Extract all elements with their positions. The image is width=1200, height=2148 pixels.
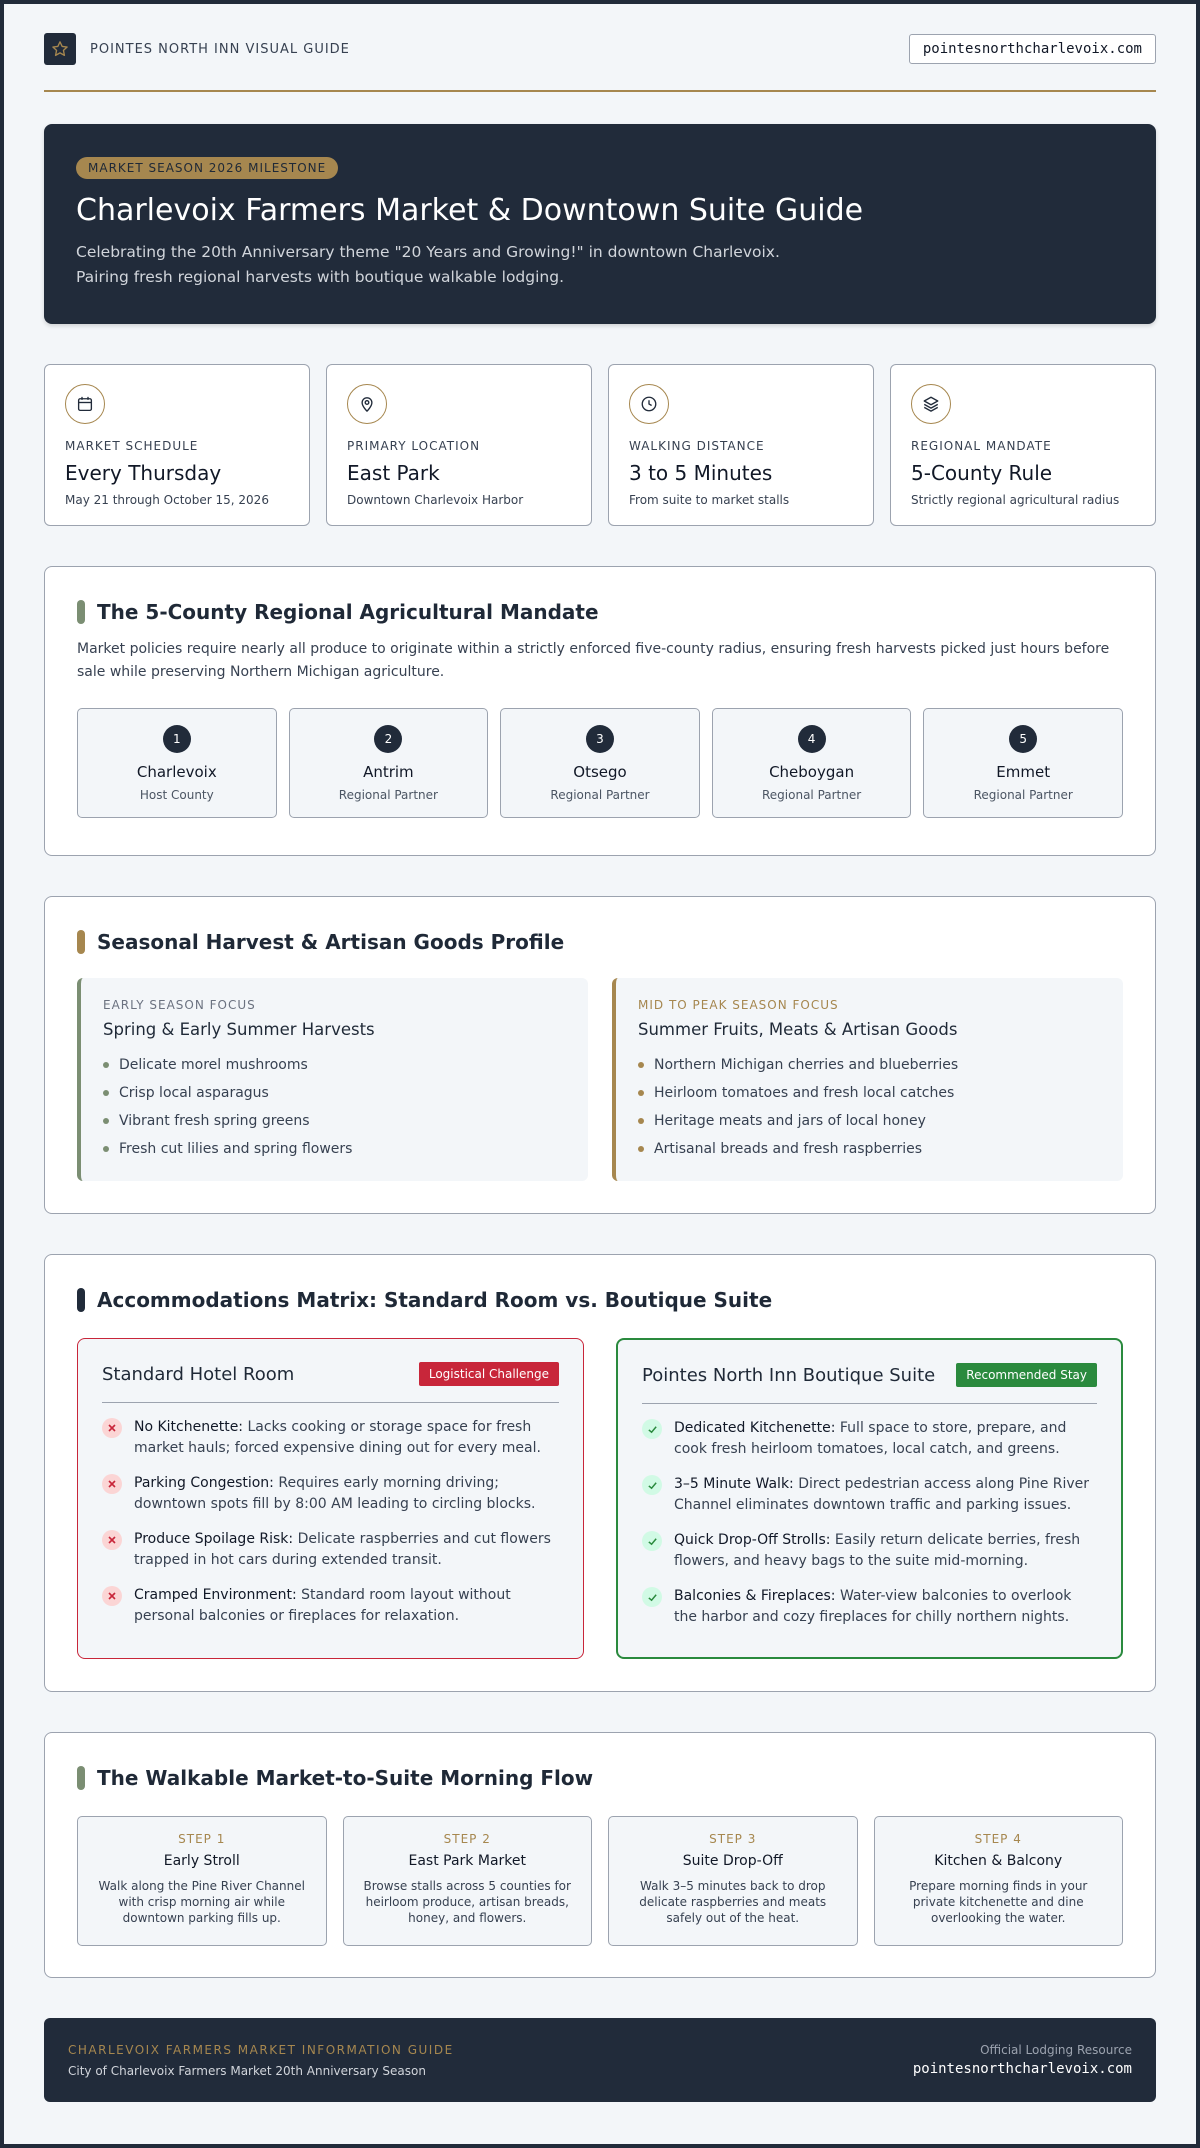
hero-line-2: Pairing fresh regional harvests with boutique walkable lodging. xyxy=(76,268,565,286)
hero-banner xyxy=(44,124,1156,324)
county-number: 5 xyxy=(1009,725,1037,753)
county-name: Otsego xyxy=(573,763,627,781)
season-columns xyxy=(77,978,1123,1181)
bullet-icon xyxy=(103,1146,109,1152)
section-title xyxy=(77,600,1123,624)
map-pin-icon xyxy=(347,384,387,424)
stat-value: 3 to 5 Minutes xyxy=(629,461,773,485)
calendar-icon xyxy=(65,384,105,424)
early-season-list xyxy=(103,1051,566,1163)
check-icon xyxy=(642,1419,662,1439)
item-term: Dedicated Kitchenette: xyxy=(674,1420,836,1436)
step-title: East Park Market xyxy=(408,1853,526,1869)
list-item xyxy=(642,1586,1097,1628)
season-title: Spring & Early Summer Harvests xyxy=(103,1020,375,1039)
brand xyxy=(44,33,350,65)
list-item xyxy=(102,1473,559,1515)
item-text xyxy=(134,1585,559,1627)
item-detail: Water-view balconies to overlook the harbor and cozy fireplaces for chilly northern nights. xyxy=(674,1588,1072,1625)
peak-season-list xyxy=(638,1051,1101,1163)
step-description: Walk 3–5 minutes back to drop delicate raspberries and meats safely out of the heat. xyxy=(639,1879,827,1925)
stat-card-walking xyxy=(608,364,874,526)
section-accent xyxy=(77,1766,85,1790)
county-name: Antrim xyxy=(363,763,414,781)
county-number: 4 xyxy=(798,725,826,753)
list-item xyxy=(103,1051,566,1079)
item-text: Delicate morel mushrooms xyxy=(119,1057,308,1073)
step-card-3 xyxy=(608,1816,858,1946)
list-item xyxy=(103,1135,566,1163)
bullet-icon xyxy=(103,1062,109,1068)
harvest-section xyxy=(44,896,1156,1214)
x-icon xyxy=(102,1418,122,1438)
item-term: Quick Drop-Off Strolls: xyxy=(674,1532,831,1548)
stat-note: From suite to market stalls xyxy=(629,493,790,507)
step-title: Suite Drop-Off xyxy=(682,1853,783,1869)
item-text xyxy=(674,1474,1097,1516)
stat-label: MARKET SCHEDULE xyxy=(65,439,199,453)
standard-room-card xyxy=(77,1338,584,1659)
check-icon xyxy=(642,1475,662,1495)
footer-left xyxy=(68,2043,454,2078)
item-text: Northern Michigan cherries and blueberries xyxy=(654,1057,959,1073)
item-text: Heirloom tomatoes and fresh local catches xyxy=(654,1085,955,1101)
milestone-badge: MARKET SEASON 2026 MILESTONE xyxy=(76,157,338,179)
county-name: Cheboygan xyxy=(769,763,855,781)
county-list xyxy=(77,708,1123,818)
layers-icon xyxy=(911,384,951,424)
flow-title: The Walkable Market-to-Suite Morning Flow xyxy=(97,1766,594,1790)
county-role: Regional Partner xyxy=(761,788,862,802)
item-text: Fresh cut lilies and spring flowers xyxy=(119,1141,353,1157)
stat-card-schedule xyxy=(44,364,310,526)
harvest-title: Seasonal Harvest & Artisan Goods Profile xyxy=(97,930,565,954)
website-link[interactable]: pointesnorthcharlevoix.com xyxy=(909,34,1156,64)
stat-card-location xyxy=(326,364,592,526)
option-title: Pointes North Inn Boutique Suite xyxy=(642,1364,936,1386)
step-card-1 xyxy=(77,1816,327,1946)
bullet-icon xyxy=(103,1118,109,1124)
list-item xyxy=(102,1417,559,1459)
item-text xyxy=(134,1417,559,1459)
page xyxy=(4,4,1196,2144)
step-number: STEP 3 xyxy=(709,1832,757,1846)
x-icon xyxy=(102,1530,122,1550)
section-accent xyxy=(77,930,85,954)
season-tag: MID TO PEAK SEASON FOCUS xyxy=(638,998,839,1012)
footer-label: Official Lodging Resource xyxy=(980,2043,1132,2057)
county-name: Emmet xyxy=(996,763,1051,781)
item-text xyxy=(134,1529,559,1571)
stats-row xyxy=(44,364,1156,526)
county-card-charlevoix xyxy=(77,708,277,818)
matrix-title: Accommodations Matrix: Standard Room vs. Boutique Suite xyxy=(97,1288,773,1312)
season-title: Summer Fruits, Meats & Artisan Goods xyxy=(638,1020,958,1039)
section-title xyxy=(77,1288,1123,1312)
county-card-emmet xyxy=(923,708,1123,818)
item-text: Vibrant fresh spring greens xyxy=(119,1113,310,1129)
county-number: 1 xyxy=(163,725,191,753)
item-text: Artisanal breads and fresh raspberries xyxy=(654,1141,923,1157)
list-item xyxy=(642,1530,1097,1572)
list-item xyxy=(638,1051,1101,1079)
season-tag: EARLY SEASON FOCUS xyxy=(103,998,256,1012)
bullet-icon xyxy=(638,1118,644,1124)
item-term: Balconies & Fireplaces: xyxy=(674,1588,836,1604)
list-item xyxy=(642,1418,1097,1460)
brand-name: POINTES NORTH INN VISUAL GUIDE xyxy=(90,41,350,57)
section-title xyxy=(77,1766,1123,1790)
stat-label: REGIONAL MANDATE xyxy=(911,439,1052,453)
list-item xyxy=(638,1135,1101,1163)
step-number: STEP 4 xyxy=(974,1832,1022,1846)
county-number: 2 xyxy=(374,725,402,753)
stat-value: Every Thursday xyxy=(65,461,222,485)
stat-note: Strictly regional agricultural radius xyxy=(911,493,1120,507)
step-title: Kitchen & Balcony xyxy=(934,1853,1063,1869)
list-item xyxy=(102,1529,559,1571)
x-icon xyxy=(102,1586,122,1606)
step-number: STEP 1 xyxy=(178,1832,226,1846)
stat-card-mandate xyxy=(890,364,1156,526)
step-number: STEP 2 xyxy=(443,1832,491,1846)
section-accent xyxy=(77,600,85,624)
recommended-badge: Recommended Stay xyxy=(956,1363,1097,1387)
item-detail: Standard room layout without personal balconies or fireplaces for relaxation. xyxy=(134,1587,511,1624)
item-text xyxy=(674,1586,1097,1628)
item-detail: Full space to store, prepare, and cook fresh heirloom tomatoes, local catch, and greens. xyxy=(674,1420,1067,1457)
step-description: Browse stalls across 5 counties for heirloom produce, artisan breads, honey, and flowers. xyxy=(363,1879,571,1925)
list-item xyxy=(638,1107,1101,1135)
county-card-otsego xyxy=(500,708,700,818)
boutique-suite-card xyxy=(616,1338,1123,1659)
option-header xyxy=(642,1363,1097,1404)
peak-season-panel xyxy=(612,978,1123,1181)
mandate-title: The 5-County Regional Agricultural Mandate xyxy=(97,600,599,624)
hero-subtitle xyxy=(76,240,1124,290)
item-text: Crisp local asparagus xyxy=(119,1085,269,1101)
bullet-icon xyxy=(638,1062,644,1068)
drawback-list xyxy=(102,1417,559,1627)
section-title xyxy=(77,930,1123,954)
page-title: Charlevoix Farmers Market & Downtown Suite Guide xyxy=(76,193,864,228)
bullet-icon xyxy=(638,1146,644,1152)
step-list xyxy=(77,1816,1123,1946)
step-description: Prepare morning finds in your private kitchenette and dine overlooking the water. xyxy=(909,1879,1088,1925)
item-detail: Delicate raspberries and cut flowers trapped in hot cars during extended transit. xyxy=(134,1531,551,1568)
item-term: No Kitchenette: xyxy=(134,1419,244,1435)
stat-label: PRIMARY LOCATION xyxy=(347,439,481,453)
early-season-panel xyxy=(77,978,588,1181)
footer-right xyxy=(913,2043,1132,2077)
mandate-description: Market policies require nearly all produce to originate within a strictly enforced five-county radius, ensuring fresh harvests picked just hours before sale while preserving Northern Michigan agriculture. xyxy=(77,641,1110,680)
item-term: 3–5 Minute Walk: xyxy=(674,1476,794,1492)
step-card-2 xyxy=(343,1816,593,1946)
list-item xyxy=(102,1585,559,1627)
comparison-grid xyxy=(77,1338,1123,1659)
bullet-icon xyxy=(103,1090,109,1096)
benefit-list xyxy=(642,1418,1097,1628)
county-role: Regional Partner xyxy=(338,788,438,802)
morning-flow-section xyxy=(44,1732,1156,1978)
footer-website-link[interactable]: pointesnorthcharlevoix.com xyxy=(912,2061,1132,2077)
step-description: Walk along the Pine River Channel with crisp morning air while downtown parking fills up. xyxy=(98,1879,305,1925)
item-text xyxy=(134,1473,559,1515)
footer-title: CHARLEVOIX FARMERS MARKET INFORMATION GUIDE xyxy=(68,2042,454,2057)
stat-value: 5-County Rule xyxy=(911,461,1053,485)
item-text xyxy=(674,1530,1097,1572)
county-card-antrim xyxy=(289,708,489,818)
list-item xyxy=(642,1474,1097,1516)
footer xyxy=(44,2018,1156,2102)
star-icon xyxy=(44,33,76,65)
item-detail: Easily return delicate berries, fresh flowers, and heavy bags to the suite mid-morning. xyxy=(674,1532,1081,1569)
county-card-cheboygan xyxy=(712,708,912,818)
list-item xyxy=(638,1079,1101,1107)
stat-label: WALKING DISTANCE xyxy=(629,439,765,453)
hero-line-1: Celebrating the 20th Anniversary theme "20 Years and Growing!" in downtown Charlevoix. xyxy=(76,243,780,261)
step-title: Early Stroll xyxy=(163,1853,240,1869)
item-term: Cramped Environment: xyxy=(134,1587,297,1603)
clock-icon xyxy=(629,384,669,424)
accommodations-section xyxy=(44,1254,1156,1692)
county-role: Regional Partner xyxy=(973,788,1073,802)
item-term: Parking Congestion: xyxy=(134,1475,274,1491)
footer-subtitle: City of Charlevoix Farmers Market 20th Anniversary Season xyxy=(68,2063,426,2078)
item-term: Produce Spoilage Risk: xyxy=(134,1531,294,1547)
county-role: Regional Partner xyxy=(550,788,650,802)
x-icon xyxy=(102,1474,122,1494)
bullet-icon xyxy=(638,1090,644,1096)
item-text xyxy=(674,1418,1097,1460)
check-icon xyxy=(642,1587,662,1607)
county-number: 3 xyxy=(586,725,614,753)
stat-note: Downtown Charlevoix Harbor xyxy=(347,493,524,507)
section-accent xyxy=(77,1288,85,1312)
stat-note: May 21 through October 15, 2026 xyxy=(65,493,269,507)
stat-value: East Park xyxy=(347,461,440,485)
county-role: Host County xyxy=(139,788,214,802)
county-name: Charlevoix xyxy=(136,763,217,781)
step-card-4 xyxy=(874,1816,1124,1946)
check-icon xyxy=(642,1531,662,1551)
item-detail: Direct pedestrian access along Pine River Channel eliminates downtown traffic and parking issues. xyxy=(674,1476,1090,1513)
item-text: Heritage meats and jars of local honey xyxy=(654,1113,926,1129)
item-detail: Requires early morning driving; downtown spots fill by 8:00 AM leading to circling blocks. xyxy=(134,1475,536,1512)
list-item xyxy=(103,1107,566,1135)
list-item xyxy=(103,1079,566,1107)
top-bar xyxy=(44,4,1156,92)
option-header xyxy=(102,1362,559,1403)
mandate-section xyxy=(44,566,1156,856)
challenge-badge: Logistical Challenge xyxy=(419,1362,559,1386)
option-title: Standard Hotel Room xyxy=(102,1363,295,1385)
item-detail: Lacks cooking or storage space for fresh market hauls; forced expensive dining out for every meal. xyxy=(134,1419,541,1456)
